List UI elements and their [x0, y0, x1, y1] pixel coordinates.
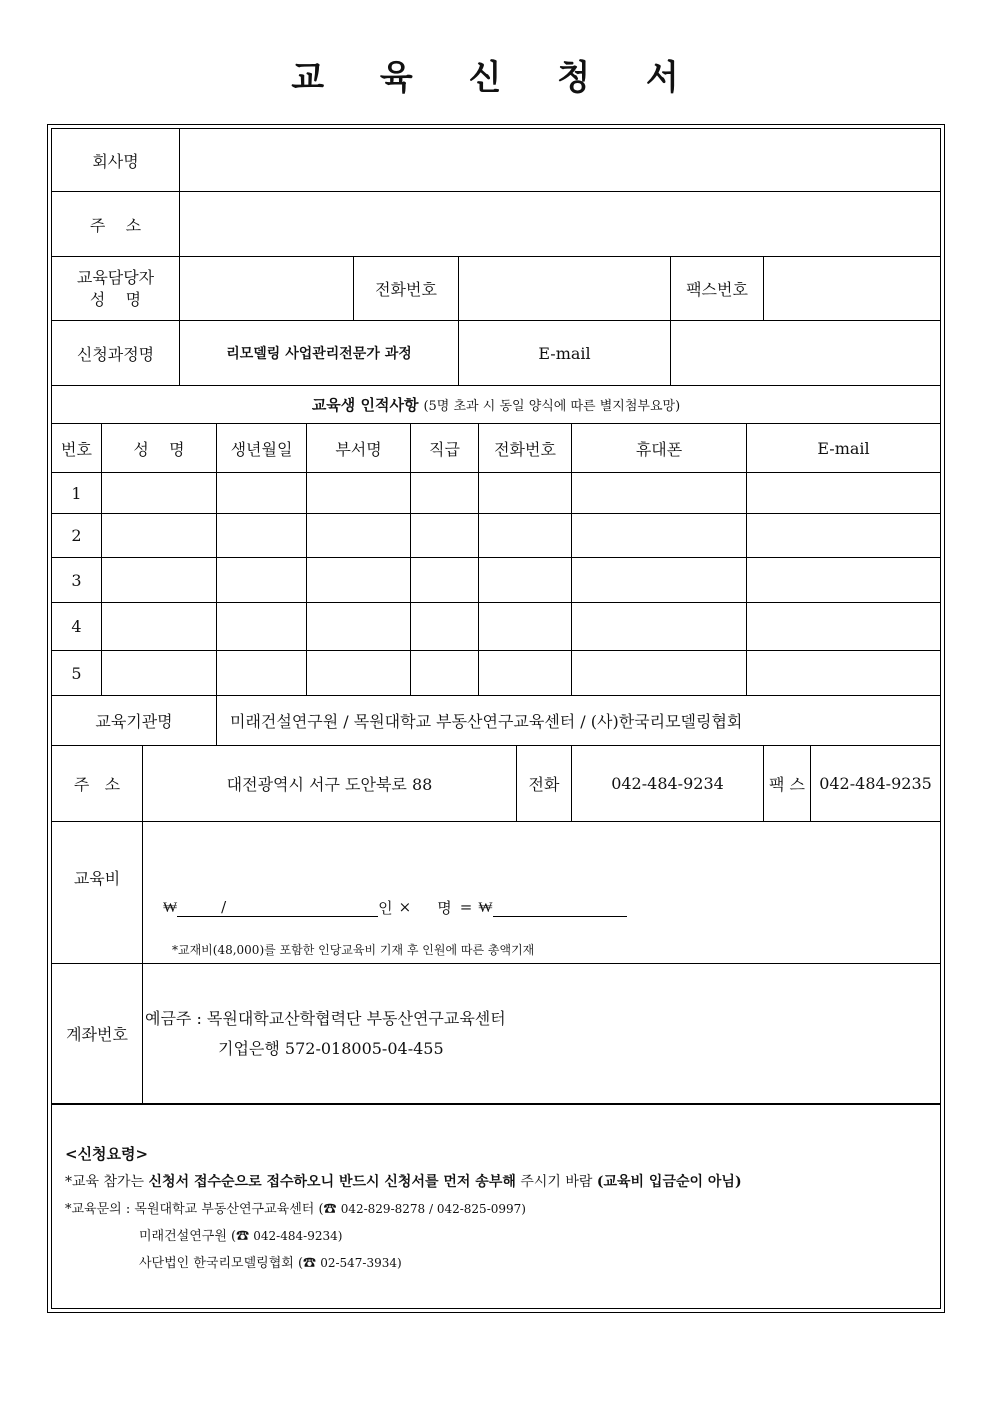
trainee-row-number: 1 [71, 483, 82, 503]
fee-total-blank[interactable] [493, 898, 627, 917]
phone-icon: ☎ [323, 1202, 337, 1217]
address-label: 주 소 [89, 215, 142, 235]
form-inner-frame [51, 128, 941, 1309]
trainee-section-header [52, 386, 940, 423]
inst-fax-value: 042-484-9235 [819, 774, 932, 793]
course-email-label: E-mail [538, 343, 591, 363]
col-header-birth: 생년월일 [230, 439, 293, 459]
contact-label-line2: 성 명 [89, 289, 142, 309]
fee-equals: = [459, 898, 473, 916]
guide-inquiry-1 [65, 1198, 526, 1217]
company-label: 회사명 [92, 151, 139, 171]
guide-line1-d: (교육비 입금순이 아님) [596, 1174, 742, 1190]
guide-line1-a: *교육 참가는 [65, 1174, 149, 1190]
trainee-header-title: 교육생 인적사항 [311, 396, 419, 414]
col-header-phone: 전화번호 [494, 439, 556, 459]
col-header-email: E-mail [817, 438, 870, 458]
contact-fax-field[interactable] [764, 257, 940, 320]
guide-contact-phone: 02-547-3934) [320, 1256, 402, 1270]
fee-blank-2[interactable] [303, 898, 378, 917]
fee-currency: ₩ [163, 897, 178, 916]
fee-formula: ₩ / 인 × 명 = ₩ [163, 894, 627, 920]
fee-total-currency: ₩ [478, 897, 493, 916]
col-header-no: 번호 [61, 439, 92, 459]
account-holder: 예금주 : 목원대학교산학협력단 부동산연구교육센터 [145, 1008, 506, 1028]
guide-contact-phone: 042-484-9234) [253, 1229, 343, 1243]
contact-name-field[interactable] [180, 257, 353, 320]
guide-contact-phone: 042-829-8278 / 042-825-0997) [340, 1202, 526, 1216]
contact-phone-label: 전화번호 [375, 280, 437, 299]
trainee-header-note: (5명 초과 시 동일 양식에 따른 별지첨부요망) [423, 399, 681, 414]
institution-value: 미래건설연구원 / 목원대학교 부동산연구교육센터 / (사)한국리모델링협회 [230, 712, 743, 731]
account-label: 계좌번호 [66, 1025, 128, 1044]
contact-name-label [52, 257, 179, 320]
course-label: 신청과정명 [76, 344, 155, 364]
inst-phone-value: 042-484-9234 [611, 774, 724, 793]
address-field[interactable] [180, 192, 950, 256]
fee-times: × [398, 898, 412, 916]
trainee-row-number: 5 [71, 663, 82, 683]
fee-label: 교육비 [73, 869, 121, 888]
guide-contact-name: 사단법인 한국리모델링협회 ( [139, 1256, 304, 1271]
phone-icon: ☎ [236, 1229, 250, 1244]
guide-inquiry-prefix: *교육문의 : [65, 1202, 135, 1217]
inst-phone-label: 전화 [528, 775, 560, 794]
guide-inquiry-3 [139, 1252, 402, 1271]
trainee-row-number: 3 [71, 570, 82, 590]
inst-address-value: 대전광역시 서구 도안북로 88 [226, 775, 433, 794]
col-header-position: 직급 [429, 439, 460, 459]
inst-fax-label: 팩 스 [769, 775, 805, 794]
course-email-field[interactable] [671, 321, 940, 385]
fee-persons-label: 명 [437, 898, 452, 917]
trainee-row-number: 4 [71, 617, 82, 636]
company-field[interactable] [180, 129, 950, 191]
guide-line-1 [65, 1171, 742, 1191]
account-number: 기업은행 572-018005-04-455 [218, 1038, 444, 1058]
fee-per-label: 인 [378, 898, 393, 917]
guide-contact-name: 목원대학교 부동산연구교육센터 ( [134, 1202, 324, 1217]
contact-label-line1: 교육담당자 [76, 267, 155, 287]
col-header-mobile: 휴대폰 [635, 439, 683, 459]
course-name: 리모델링 사업관리전문가 과정 [226, 346, 412, 362]
phone-icon: ☎ [303, 1256, 317, 1271]
col-header-dept: 부서명 [335, 439, 382, 459]
guide-line1-c: 주시기 바람 [515, 1174, 597, 1190]
institution-label: 교육기관명 [95, 712, 173, 731]
guide-contact-name: 미래건설연구원 ( [139, 1229, 237, 1244]
contact-fax-label: 팩스번호 [686, 280, 748, 299]
fee-note: *교재비(48,000)를 포함한 인당교육비 기재 후 인원에 따른 총액기재 [172, 942, 535, 957]
guide-title: <신청요령> [65, 1145, 149, 1163]
contact-phone-field[interactable] [459, 257, 670, 320]
fee-per-person-blank[interactable] [177, 898, 303, 917]
guide-line1-b: 신청서 접수순으로 접수하오니 반드시 신청서를 먼저 송부해 [148, 1174, 516, 1190]
application-form [47, 124, 945, 1313]
trainee-row-number: 2 [71, 526, 82, 545]
inst-address-label: 주 소 [73, 775, 121, 794]
guide-inquiry-2 [139, 1225, 342, 1244]
page-title: 교 육 신 청 서 [291, 58, 701, 98]
col-header-name: 성 명 [133, 439, 185, 459]
